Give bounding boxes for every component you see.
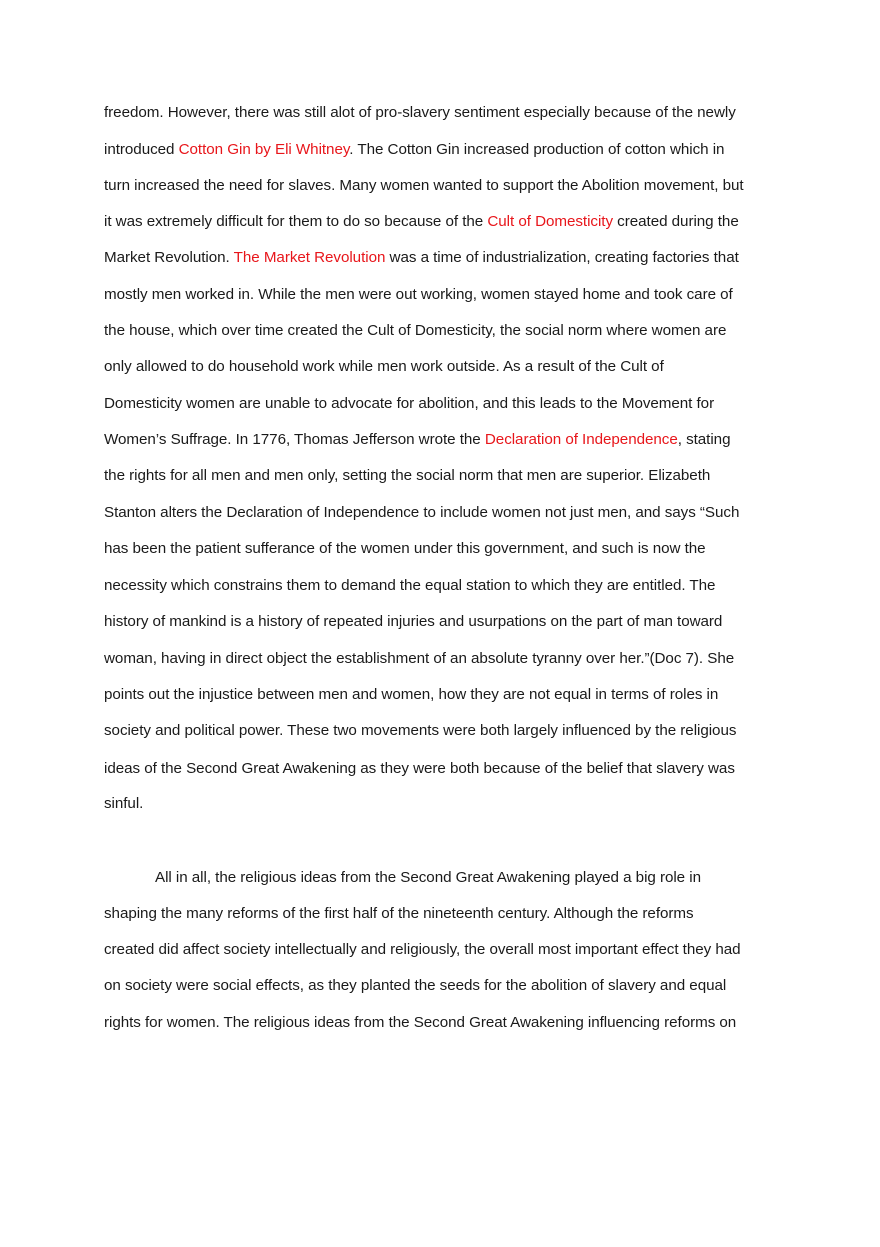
paragraph-line: Women’s Suffrage. In 1776, Thomas Jefferson wrote the Declaration of Independence, stating [104,431,731,448]
paragraph-line: society and political power. These two movements were both largely influenced by the religious [104,722,737,739]
paragraph-line: woman, having in direct object the establishment of an absolute tyranny over her.”(Doc 7). She [104,650,735,667]
paragraph-line: points out the injustice between men and women, how they are not equal in terms of roles in [104,686,719,703]
paragraph-line: Domesticity women are unable to advocate for abolition, and this leads to the Movement for [104,395,715,412]
paragraph-line: ideas of the Second Great Awakening as they were both because of the belief that slavery was [104,760,735,777]
paragraph-line: necessity which constrains them to demand the equal station to which they are entitled. The [104,577,716,594]
paragraph-line: introduced Cotton Gin by Eli Whitney. The Cotton Gin increased production of cotton which in [104,141,725,158]
paragraph-line: sinful. [104,795,144,812]
paragraph-line: it was extremely difficult for them to do so because of the Cult of Domesticity created during the [104,213,739,230]
paragraph-line: created did affect society intellectually and religiously, the overall most important effect they had [104,941,741,958]
paragraph-line: the rights for all men and men only, setting the social norm that men are superior. Elizabeth [104,467,711,484]
paragraph-line: shaping the many reforms of the first half of the nineteenth century. Although the reforms [104,905,694,922]
declaration-of-independence-link[interactable]: Declaration of Independence [484,431,678,448]
paragraph-line: has been the patient sufferance of the women under this government, and such is now the [104,540,706,557]
paragraph-line: Market Revolution. The Market Revolution was a time of industrialization, creating factories that [104,249,739,266]
paragraph-line: history of mankind is a history of repeated injuries and usurpations on the part of man toward [104,613,723,630]
paragraph-line: turn increased the need for slaves. Many women wanted to support the Abolition movement, but [104,177,744,194]
market-revolution-link[interactable]: The Market Revolution [233,249,386,266]
paragraph-line: mostly men worked in. While the men were out working, women stayed home and took care of [104,286,733,303]
paragraph-line: freedom. However, there was still alot of pro-slavery sentiment especially because of the newly [104,104,736,121]
cotton-gin-link[interactable]: Cotton Gin by Eli Whitney [178,141,350,158]
paragraph-line: the house, which over time created the Cult of Domesticity, the social norm where women are [104,322,727,339]
paragraph-line: Stanton alters the Declaration of Independence to include women not just men, and says “Such [104,504,740,521]
paragraph-line: All in all, the religious ideas from the Second Great Awakening played a big role in [155,869,701,886]
cult-of-domesticity-link[interactable]: Cult of Domesticity [487,213,614,230]
paragraph-line: on society were social effects, as they planted the seeds for the abolition of slavery and equal [104,977,727,994]
paragraph-line: rights for women. The religious ideas from the Second Great Awakening influencing reforms on [104,1014,737,1031]
paragraph-line: only allowed to do household work while men work outside. As a result of the Cult of [104,358,664,375]
